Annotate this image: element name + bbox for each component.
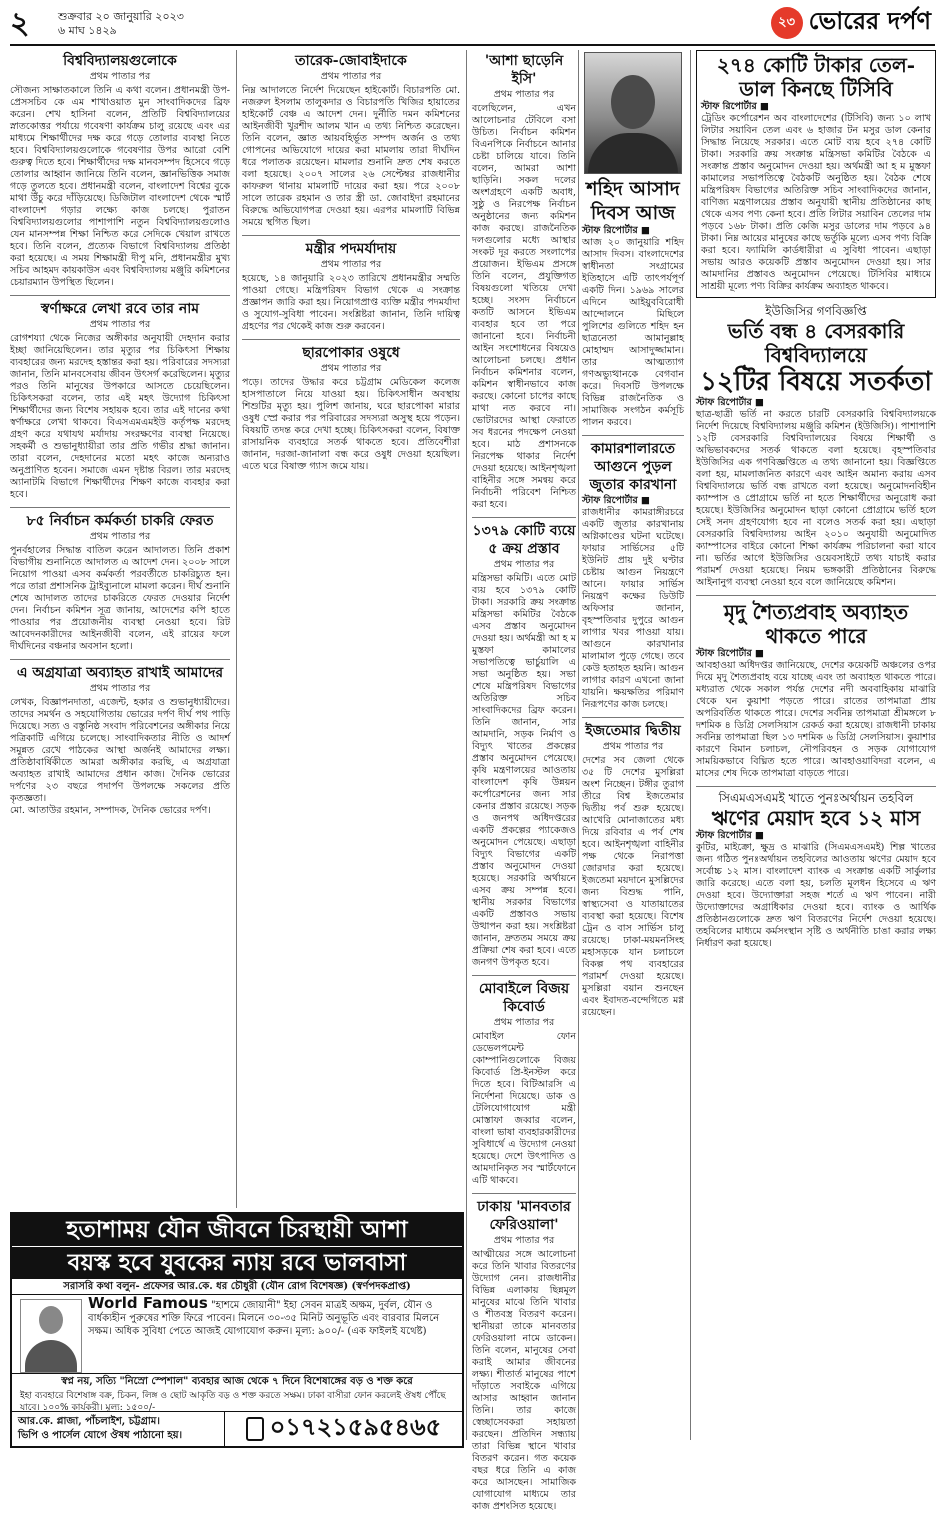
byline: স্টাফ রিপোর্টার ■: [582, 225, 651, 236]
headline: ছারপোকার ওষুধে: [302, 345, 400, 361]
headline: এ অগ্রযাত্রা অব্যাহত রাখাই আমাদের: [16, 665, 224, 681]
divider: [10, 295, 230, 296]
paper-logo: [771, 6, 931, 40]
continuation-note: প্রথম পাতার পর: [493, 89, 555, 100]
story-body: ট্রেডিং কর্পোরেশন অব বাংলাদেশের (টিসিবি) জন্য ১০ লাখ লিটার সয়াবিন তেল এবং ৬ হাজার টন মসুর ডাল কেনার সিদ্ধান্ত নিয়েছে সরকার। এতে মোট ব্যয় হবে ২৭৪ কোটি টাকা। সরকারি ক্রয় সংক্রান্ত মন্ত্রিসভা কমিটির বৈঠকে এ সংক্রান্ত প্রস্তাব অনুমোদন দেওয়া হয়। অর্থমন্ত্রী আ হ ম মুস্তফা কামালের সভাপতিত্বে বৈঠকটি অনুষ্ঠিত হয়। বৈঠক শেষে মন্ত্রিপরিষদ বিভাগের অতিরিক্ত সচিব সাংবাদিকদের জানান, বাণিজ্য মন্ত্রণালয়ের প্রস্তাব অনুযায়ী স্থানীয় প্রতিষ্ঠানের কাছ থেকে এসব পণ্য কেনা হবে। প্রতি লিটার সয়াবিন তেলের দাম পড়বে ১৬৮ টাকা। প্রতি কেজি মসুর ডালের দাম পড়বে ৯৪ টাকা। নিম্ন আয়ের মানুষের কাছে ভর্তুকি মূল্যে এসব পণ্য বিক্রি করা হবে। ফ্যামিলি কার্ডধারীরা এ সুবিধা পাবেন। এছাড়া সভায় আরও কয়েকটি প্রস্তাব অনুমোদন দেওয়া হয়। সার আমদানির প্রস্তাবও অনুমোদন পেয়েছে। টিসিবির মাধ্যমে সাশ্রয়ী মূল্যে পণ্য বিক্রির কার্যক্রম অব্যাহত থাকবে।: [701, 113, 931, 292]
date-bengali: ৬ মাঘ ১৪২৯: [58, 24, 117, 37]
story-body: হয়েছে, ১৪ জানুয়ারি ২০২৩ তারিখে প্রধানমন্ত্রীর সম্মতি পাওয়া গেছে। মন্ত্রিপরিষদ বিভাগ থেকে এ সংক্রান্ত প্রজ্ঞাপন জারি করা হয়। নিয়োগপ্রাপ্ত ব্যক্তি মন্ত্রীর পদমর্যাদা ও সুযোগ-সুবিধা পাবেন। সংশ্লিষ্টরা জানান, তিনি দায়িত্ব গ্রহণের পর থেকেই কাজ শুরু করবেন।: [242, 273, 460, 332]
headline: ঋণের মেয়াদ হবে ১২ মাস: [711, 806, 921, 830]
ad-contact-strip: সরাসরি কথা বলুন- প্রফেসর আর.কে. ধর চৌধুরী (যৌন রোগ বিশেষজ্ঞ) (স্বর্ণপদকপ্রাপ্ত): [12, 1279, 462, 1295]
anniversary-badge: ২৩: [771, 7, 803, 39]
story-cmsme-loan: [696, 791, 936, 950]
story-bedbug-poison: [242, 344, 460, 473]
ad-footer: [12, 1411, 462, 1446]
story-tcb-oil-dal: [696, 50, 936, 298]
headline: ১৩৭৯ কোটি ব্যয়ে ৫ ক্রয় প্রস্তাব: [472, 523, 576, 557]
ad-delivery-line: ভিপি ও পার্সেল যোগে ঔষধ পাঠানো হয়।: [18, 1430, 183, 1441]
byline: স্টাফ রিপোর্টার ■: [701, 101, 770, 112]
headline: ৮৫ নির্বাচন কর্মকর্তা চাকরি ফেরত: [26, 513, 214, 529]
paper-name: ভোরের দর্পণ: [808, 6, 931, 35]
story-body: রোগশয্যা থেকে নিজের অঙ্গীকার অনুযায়ী দেহদান করার ইচ্ছা জানিয়েছিলেন। তার মৃত্যুর পর চিকিৎসা শিক্ষায় ব্যবহারের জন্য মরদেহ হস্তান্তর করা হয়। পরিবারের সদস্যরা জানান, তিনি মানবসেবায় জীবন উৎসর্গ করেছিলেন। মৃত্যুর পরও তিনি মানুষের উপকারে আসতে চেয়েছিলেন। চিকিৎসকরা বলেন, তার এই মহৎ উদ্যোগ চিকিৎসা শিক্ষার্থীদের জন্য বিশেষ সহায়ক হবে। তার এই দানের কথা স্বর্ণাক্ষরে লেখা থাকবে। বিএসএমএমইউ কর্তৃপক্ষ মরদেহ গ্রহণ করে যথাযথ মর্যাদায় সংরক্ষণের ব্যবস্থা নিয়েছে। সহকর্মী ও শুভানুধ্যায়ীরা তার প্রতি গভীর শ্রদ্ধা জানান। তারা বলেন, দেহদানের মতো মহৎ কাজে অন্যরাও অনুপ্রাণিত হবেন। সমাজে এমন দৃষ্টান্ত বিরল। তার মরদেহ অ্যানাটমি বিভাগে শিক্ষার্থীদের শিক্ষণ কাজে ব্যবহার করা হবে।: [10, 333, 230, 500]
column-3: [472, 50, 576, 1512]
continuation-note: প্রথম পাতার পর: [89, 531, 151, 542]
story-tarique: [242, 52, 460, 229]
divider: [472, 975, 576, 976]
story-election-officials: [10, 512, 230, 653]
divider: [472, 1193, 576, 1194]
kicker: সিএমএসএমই খাতে পুনঃঅর্থায়ন তহবিল: [718, 791, 914, 805]
story-body: কুটির, মাইক্রো, ক্ষুদ্র ও মাঝারি (সিএমএসএমই) শিল্প খাতের জন্য গঠিত পুনঃঅর্থায়ন তহবিলের আওতায় ঋণের মেয়াদ হবে সর্বোচ্চ ১২ মাস। বাংলাদেশ ব্যাংক এ সংক্রান্ত একটি সার্কুলার জারি করেছে। এতে বলা হয়, চলতি মূলধন হিসেবে এ ঋণ দেওয়া হবে। উদ্যোক্তারা সহজ শর্তে এ ঋণ পাবেন। নারী উদ্যোক্তাদের অগ্রাধিকার দেওয়া হবে। ব্যাংক ও আর্থিক প্রতিষ্ঠানগুলোকে দ্রুত ঋণ বিতরণের নির্দেশ দেওয়া হয়েছে। তহবিলের মাধ্যমে কর্মসংস্থান সৃষ্টি ও অর্থনীতি চাঙা করার লক্ষ্য নির্ধারণ করা হয়েছে।: [696, 842, 936, 949]
continuation-note: প্রথম পাতার পর: [493, 1017, 555, 1028]
headline: ইজতেমার দ্বিতীয়: [585, 723, 681, 739]
story-body: পড়ে। তাদের উদ্ধার করে চট্টগ্রাম মেডিকেল কলেজ হাসপাতালে নিয়ে যাওয়া হয়। চিকিৎসাধীন অবস্থায় শিশুটির মৃত্যু হয়। পুলিশ জানায়, ঘরে ছারপোকা মারার ওষুধ স্প্রে করার পর পরিবারের সদস্যরা অসুস্থ হয়ে পড়েন। বিষয়টি তদন্ত করে দেখা হচ্ছে। চিকিৎসকরা বলেন, বিষাক্ত রাসায়নিক ব্যবহারে সতর্ক থাকতে হবে। প্রতিবেশীরা জানান, দরজা-জানালা বন্ধ করে ওষুধ দেওয়া হয়েছিল। এতে ঘরে বিষাক্ত গ্যাস জমে যায়।: [242, 377, 460, 472]
divider: [242, 339, 460, 340]
story-body: মোবাইল ফোন ডেভেলপমেন্ট কোম্পানিগুলোকে বিজয় কিবোর্ড প্রি-ইনস্টল করে দিতে হবে। বিটিআরসি এ নির্দেশনা দিয়েছে। ডাক ও টেলিযোগাযোগ মন্ত্রী মোস্তাফা জব্বার বলেন, বাংলা ভাষা ব্যবহারকারীদের সুবিধার্থে এ উদ্যোগ নেওয়া হয়েছে। দেশে উৎপাদিত ও আমদানিকৃত সব স্মার্টফোনে এটি থাকবে।: [472, 1031, 576, 1186]
ad-phone[interactable]: [225, 1412, 462, 1446]
continuation-note: প্রথম পাতার পর: [493, 1235, 555, 1246]
ad-address-line: আর.কে. প্লাজা, পাঁচলাইশ, চট্টগ্রাম।: [18, 1416, 160, 1427]
story-purchase-proposals: [472, 522, 576, 969]
divider: [582, 717, 684, 718]
story-body: মন্ত্রিসভা কমিটি। এতে মোট ব্যয় হবে ১৩৭৯ কোটি টাকা। সরকারি ক্রয় সংক্রান্ত মন্ত্রিসভা কমিটির বৈঠকে এসব প্রস্তাব অনুমোদন দেওয়া হয়। অর্থমন্ত্রী আ হ ম মুস্তফা কামালের সভাপতিত্বে ভার্চুয়ালি এ সভা অনুষ্ঠিত হয়। সভা শেষে মন্ত্রিপরিষদ বিভাগের অতিরিক্ত সচিব সাংবাদিকদের ব্রিফ করেন। তিনি জানান, সার আমদানি, সড়ক নির্মাণ ও বিদ্যুৎ খাতের প্রকল্পের প্রস্তাব অনুমোদন পেয়েছে। কৃষি মন্ত্রণালয়ের আওতায় বাংলাদেশ কৃষি উন্নয়ন কর্পোরেশনের জন্য সার কেনার প্রস্তাব রয়েছে। সড়ক ও জনপথ অধিদপ্তরের একটি প্রকল্পের প্যাকেজও অনুমোদন পেয়েছে। এছাড়া বিদ্যুৎ বিভাগের একটি প্রস্তাব অনুমোদন দেওয়া হয়েছে। সরকারি অর্থায়নে এসব ক্রয় সম্পন্ন হবে। স্থানীয় সরকার বিভাগের একটি প্রস্তাবও সভায় উত্থাপন করা হয়। সংশ্লিষ্টরা জানান, দ্রুততম সময়ে ক্রয় প্রক্রিয়া শেষ করা হবে। এতে জনগণ উপকৃত হবে।: [472, 573, 576, 968]
editor-signature: মো. আতাউর রহমান, সম্পাদক, দৈনিক ভোরের দর্পণ।: [10, 805, 211, 816]
story-body: রাজধানীর কামরাঙ্গীরচরে একটি জুতার কারখানায় অগ্নিকাণ্ডের ঘটনা ঘটেছে। ফায়ার সার্ভিসের ৫টি ইউনিট প্রায় দুই ঘণ্টার চেষ্টায় আগুন নিয়ন্ত্রণে আনে। ফায়ার সার্ভিস নিয়ন্ত্রণ কক্ষের ডিউটি অফিসার জানান, বৃহস্পতিবার দুপুরে আগুন লাগার খবর পাওয়া যায়। আগুনে কারখানার মালামাল পুড়ে গেছে। তবে কেউ হতাহত হয়নি। আগুন লাগার কারণ এখনো জানা যায়নি। ক্ষয়ক্ষতির পরিমাণ নিরূপণের কাজ চলছে।: [582, 507, 684, 710]
headline: 'আশা ছাড়েনি ইসি': [484, 53, 564, 87]
byline: স্টাফ রিপোর্টার ■: [582, 495, 651, 506]
headline-2: ১২টির বিষয়ে সতর্কতা: [700, 367, 932, 397]
column-rule: [578, 50, 579, 1440]
story-body: সৌজন্য সাক্ষাতকালে তিনি এ কথা বলেন। প্রধানমন্ত্রী উপ-প্রেসসচিব কে এম শাখাওয়াত মুন সাংবাদিকদের ব্রিফ করেন। শেখ হাসিনা বলেন, প্রতিটি বিশ্ববিদ্যালয়ের স্নাতকোত্তর পর্যায়ে গবেষণা কার্যক্রম চালু রয়েছে এবং এর মাধ্যমে শিক্ষার্থীদের দক্ষ করে গড়ে তোলার ব্যবস্থা নিতে হবে। বিশ্ববিদ্যালয়গুলোকে গবেষণার উপর আরো বেশি গুরুত্ব দিতে হবে। শিক্ষার্থীদের দক্ষ মানবসম্পদ হিসেবে গড়ে তোলার আহ্বান জানিয়ে তিনি বলেন, জ্ঞানভিত্তিক সমাজ গড়ে তুলতে হবে। প্রধানমন্ত্রী বলেন, বাংলাদেশ বিশ্বের বুকে মাথা উঁচু করে দাঁড়িয়েছে। ডিজিটাল বাংলাদেশ থেকে স্মার্ট বাংলাদেশ গড়ার লক্ষ্যে কাজ চলছে। পুরাতন বিশ্ববিদ্যালয়গুলোর পাশাপাশি নতুন বিশ্ববিদ্যালয়গুলোও যেন মানসম্পন্ন শিক্ষা নিশ্চিত করে সেদিকে খেয়াল রাখতে হবে। তিনি বলেন, প্রত্যেক বিভাগে বিশ্ববিদ্যালয় প্রতিষ্ঠা করা হয়েছে। এ সময় শিক্ষামন্ত্রী দীপু মনি, প্রধানমন্ত্রীর মুখ্য সচিব আহমদ কায়কাউস এবং বিশ্ববিদ্যালয় মঞ্জুরি কমিশনের চেয়ারম্যান উপস্থিত ছিলেন।: [10, 85, 230, 288]
ad-headline-2: বয়স্ক হবে যুবকের ন্যায় রবে ভালবাসা: [12, 1246, 462, 1279]
story-universities: [10, 52, 230, 289]
phone-icon: [246, 1417, 264, 1441]
story-bijoy-keyboard: [472, 980, 576, 1187]
story-body: বলেছিলেন, এখন আলোচনার টেবিলে বসা উচিত। নির্বাচন কমিশন বিএনপিকে নির্বাচনে আনার চেষ্টা চালিয়ে যাবে। তিনি বলেন, আমরা আশা ছাড়িনি। সকল দলের অংশগ্রহণে একটি অবাধ, সুষ্ঠু ও নিরপেক্ষ নির্বাচন অনুষ্ঠানের জন্য কমিশন কাজ করছে। রাজনৈতিক দলগুলোর মধ্যে আস্থার সংকট দূর করতে সংলাপের প্রয়োজন। ইভিএম প্রসঙ্গে তিনি বলেন, প্রযুক্তিগত বিষয়গুলো খতিয়ে দেখা হচ্ছে। সংসদ নির্বাচনে কতটি আসনে ইভিএম ব্যবহার হবে তা পরে জানানো হবে। নির্বাচনী আইন সংশোধনের বিষয়েও আলোচনা চলছে। প্রধান নির্বাচন কমিশনার বলেন, কমিশন স্বাধীনভাবে কাজ করছে। কোনো চাপের কাছে মাথা নত করবে না। ভোটারদের আস্থা ফেরাতে সব ধরনের পদক্ষেপ নেওয়া হবে। মাঠ প্রশাসনকে নিরপেক্ষ থাকার নির্দেশ দেওয়া হয়েছে। আইনশৃঙ্খলা বাহিনীর সঙ্গে সমন্বয় করে নির্বাচনী পরিবেশ নিশ্চিত করা হবে।: [472, 103, 576, 510]
headline: বিশ্ববিদ্যালয়গুলোকে: [63, 53, 177, 69]
divider: [582, 435, 684, 436]
story-body: আজ ২০ জানুয়ারি শহিদ আসাদ দিবস। বাংলাদেশের স্বাধীনতা সংগ্রামের ইতিহাসে এটি তাৎপর্যপূর্ণ একটি দিন। ১৯৬৯ সালের এদিনে আইয়ুববিরোধী আন্দোলনে মিছিলে পুলিশের গুলিতে শহিদ হন ছাত্রনেতা আমানুল্লাহ মোহাম্মদ আসাদুজ্জামান। তার আত্মত্যাগ গণঅভ্যুত্থানকে বেগবান করে। দিবসটি উপলক্ষে বিভিন্ন রাজনৈতিক ও সামাজিক সংগঠন কর্মসূচি পালন করবে।: [582, 237, 684, 428]
column-6: [696, 50, 936, 1440]
page-number: ২: [10, 6, 30, 41]
ad-address: [12, 1412, 225, 1446]
continuation-note: প্রথম পাতার পর: [602, 741, 664, 752]
story-body: দেশের সব জেলা থেকে ৩৫ টি দেশের মুসল্লিরা অংশ নিচ্ছেন। টঙ্গীর তুরাগ তীরে বিশ্ব ইজতেমার দ্বিতীয় পর্ব শুরু হয়েছে। আখেরি মোনাজাতের মধ্য দিয়ে রবিবার এ পর্ব শেষ হবে। আইনশৃঙ্খলা বাহিনীর পক্ষ থেকে নিরাপত্তা জোরদার করা হয়েছে। ইজতেমা ময়দানে মুসল্লিদের জন্য বিশুদ্ধ পানি, স্বাস্থ্যসেবা ও যাতায়াতের ব্যবস্থা করা হয়েছে। বিশেষ ট্রেন ও বাস সার্ভিস চালু রয়েছে। ঢাকা-ময়মনসিংহ মহাসড়কে যান চলাচলে বিকল্প পথ ব্যবহারের পরামর্শ দেওয়া হয়েছে। মুসল্লিরা বয়ান শুনছেন এবং ইবাদত-বন্দেগিতে মগ্ন রয়েছেন।: [582, 755, 684, 1018]
story-body: লেখক, বিজ্ঞাপনদাতা, এজেন্ট, হকার ও শুভানুধ্যায়ীদের। তাদের সমর্থন ও সহযোগিতায় ভোরের দর্পণ দীর্ঘ পথ পাড়ি দিয়েছে। সত্য ও বস্তুনিষ্ঠ সংবাদ পরিবেশনের অঙ্গীকার নিয়ে পত্রিকাটি এগিয়ে চলেছে। সাংবাদিকতার নীতি ও আদর্শ সমুন্নত রেখে পাঠকের আস্থা অর্জনই আমাদের লক্ষ্য। প্রতিষ্ঠাবার্ষিকীতে আমরা অঙ্গীকার করছি, এ অগ্রযাত্রা অব্যাহত রাখাই আমাদের প্রধান কাজ। দৈনিক ভোরের দর্পণের ২৩ বছরে পদার্পণ উপলক্ষে সকলের প্রতি কৃতজ্ঞতা।: [10, 697, 230, 804]
story-minister-rank: [242, 240, 460, 333]
story-body: ছাত্র-ছাত্রী ভর্তি না করতে চারটি বেসরকারি বিশ্ববিদ্যালয়কে নির্দেশ দিয়েছে বিশ্ববিদ্যালয় মঞ্জুরি কমিশন (ইউজিসি)। পাশাপাশি ১২টি বেসরকারি বিশ্ববিদ্যালয়ের বিষয়ে শিক্ষার্থী ও অভিভাবকদের সতর্ক থাকতে বলা হয়েছে। বৃহস্পতিবার ইউজিসির এক গণবিজ্ঞপ্তিতে এ তথ্য জানানো হয়। বিজ্ঞপ্তিতে বলা হয়, মামলাজনিত কারণে এবং আইন অমান্য করায় এসব বিশ্ববিদ্যালয়ে ভর্তি বন্ধ রাখতে বলা হয়েছে। অনুমোদনবিহীন ক্যাম্পাস ও প্রোগ্রামে ভর্তি না হতে শিক্ষার্থীদের অনুরোধ করা হয়েছে। ইউজিসির অনুমোদন ছাড়া কোনো প্রোগ্রামে ভর্তি হলে সেই সনদ গ্রহণযোগ্য হবে না বলেও সতর্ক করা হয়। এছাড়া বেসরকারি বিশ্ববিদ্যালয় আইন ২০১০ অনুযায়ী অনুমোদিত ক্যাম্পাসের বাইরে কোনো শিক্ষা কার্যক্রম পরিচালনা করা যাবে না। ভর্তির আগে ইউজিসির ওয়েবসাইটে তথ্য যাচাই করার পরামর্শ দেওয়া হয়েছে। নিয়ম ভঙ্গকারী প্রতিষ্ঠানের বিরুদ্ধে আইনানুগ ব্যবস্থা নেওয়া হবে বলে জানিয়েছে কমিশন।: [696, 409, 936, 588]
shaheed-asad-photo: [584, 52, 682, 174]
divider: [10, 659, 230, 660]
headline: স্বর্ণাক্ষরে লেখা রবে তার নাম: [40, 301, 200, 317]
continuation-note: প্রথম পাতার পর: [320, 363, 382, 374]
kicker: ইউজিসির গণবিজ্ঞপ্তি: [765, 304, 867, 318]
story-progress: [10, 664, 230, 817]
ad-body: [12, 1295, 462, 1373]
ad-note: স্বপ্ন নয়, সত্যি "নিস্রো স্পেশাল" ব্যবহার আজ থেকে ৭ দিনে বিশেষাঙ্গের বড় ও শক্ত করে: [12, 1373, 462, 1389]
continuation-note: প্রথম পাতার পর: [320, 71, 382, 82]
story-humanity-hawker: [472, 1198, 576, 1513]
headline: মন্ত্রীর পদমর্যাদায়: [305, 241, 397, 257]
headline: ২৭৪ কোটি টাকার তেল-ডাল কিনছে টিসিবি: [716, 53, 916, 101]
column-2: [242, 50, 460, 1208]
story-body: আবহাওয়া অধিদপ্তর জানিয়েছে, দেশের কয়েকটি অঞ্চলের ওপর দিয়ে মৃদু শৈত্যপ্রবাহ বয়ে যাচ্ছে এবং তা অব্যাহত থাকতে পারে। মধ্যরাত থেকে সকাল পর্যন্ত দেশের নদী অববাহিকায় মাঝারি থেকে ঘন কুয়াশা পড়তে পারে। রাতের তাপমাত্রা প্রায় অপরিবর্তিত থাকতে পারে। দেশের সর্বনিম্ন তাপমাত্রা শ্রীমঙ্গলে ৮ দশমিক ৪ ডিগ্রি সেলসিয়াস রেকর্ড করা হয়েছে। রাজধানী ঢাকায় সর্বনিম্ন তাপমাত্রা ছিল ১৩ দশমিক ৬ ডিগ্রি সেলসিয়াস। কুয়াশার কারণে বিমান চলাচল, নৌপরিবহন ও সড়ক যোগাযোগ সাময়িকভাবে বিঘ্নিত হতে পারে। আবহাওয়াবিদরা বলেন, এ মাসের শেষ দিকে তাপমাত্রা বাড়তে পারে।: [696, 660, 936, 779]
story-shoe-factory-fire: [582, 440, 684, 711]
story-ec-hope: [472, 52, 576, 511]
column-rule: [466, 50, 467, 1440]
continuation-note: প্রথম পাতার পর: [89, 319, 151, 330]
divider: [242, 235, 460, 236]
continuation-note: প্রথম পাতার পর: [493, 559, 555, 570]
masthead: [10, 6, 935, 46]
date-gregorian: শুক্রবার ২০ জানুয়ারি ২০২৩: [58, 10, 184, 23]
column-4: [582, 50, 684, 1440]
story-ijtema: [582, 722, 684, 1019]
ad-headline-1: হতাশাময় যৌন জীবনে চিরস্থায়ী আশা: [12, 1214, 462, 1246]
column-rule: [236, 50, 237, 1208]
ad-world-famous: World Famous: [88, 1294, 208, 1312]
headline: মোবাইলে বিজয় কিবোর্ড: [478, 981, 570, 1015]
continuation-note: প্রথম পাতার পর: [320, 259, 382, 270]
dateline: [58, 10, 184, 38]
headline: দিবস আজ: [590, 202, 676, 224]
story-cold-wave: [696, 600, 936, 780]
photo-caption: শহিদ আসাদ: [586, 178, 680, 200]
continuation-note: প্রথম পাতার পর: [89, 71, 151, 82]
ad-description: "হাশমে জোয়ানী" ইহা সেবন মাত্রই অক্ষম, দুর্বল, যৌন ও বার্ধক্যহীন পুরুষের শক্তি ফিরে পাবেন। মিলনে ৩০-৩৫ মিনিট অনুভূতি এবং বারবার মিলনে সক্ষম। অধিক সুবিধা পেতে আজই যোগাযোগ করুন। মূল্য: ৯০০/- (এক ফাইলই যথেষ্ট): [88, 1300, 440, 1337]
byline: স্টাফ রিপোর্টার ■: [696, 830, 765, 841]
ad-text: [88, 1294, 452, 1338]
story-golden-letters: [10, 300, 230, 501]
byline: স্টাফ রিপোর্টার ■: [696, 397, 765, 408]
column-1: [10, 50, 230, 1208]
headline: কামারশালারতে আগুনে পুড়ল জুতার কারখানা: [589, 441, 677, 493]
story-body: নিম্ন আদালতে নির্দেশ দিয়েছেন হাইকোর্ট। বিচারপতি মো. নজরুল ইসলাম তালুকদার ও বিচারপতি খিজির হায়াতের হাইকোর্ট বেঞ্চ এ আদেশ দেন। দুর্নীতি দমন কমিশনের আইনজীবী খুরশীদ আলম খান এ তথ্য নিশ্চিত করেছেন। তিনি বলেন, জ্ঞাত আয়বহির্ভূত সম্পদ অর্জন ও তথ্য গোপনের অভিযোগে দায়ের করা মামলায় তারা দীর্ঘদিন ধরে পলাতক রয়েছেন। মামলার শুনানি দ্রুত শেষ করতে বলা হয়েছে। ২০০৭ সালের ২৬ সেপ্টেম্বর রাজধানীর কাফরুল থানায় মামলাটি দায়ের করা হয়। পরে ২০০৮ সালে তারেক রহমান ও তার স্ত্রী ডা. জোবাইদা রহমানের বিরুদ্ধে অভিযোগপত্র দেওয়া হয়। এরপর মামলাটি বিভিন্ন সময়ে স্থগিত ছিল।: [242, 85, 460, 228]
story-body: পুনর্বহালের সিদ্ধান্ত বাতিল করেন আদালত। তিনি প্রকাশ বিভাগীয় শুনানিতে আদালত এ আদেশ দেন। ২০০৮ সালে নিয়োগ পাওয়া এসব কর্মকর্তা পরবর্তীতে চাকরিচ্যুত হন। পরে তারা প্রশাসনিক ট্রাইব্যুনালে মামলা করেন। দীর্ঘ শুনানি শেষে আদালত তাদের চাকরিতে ফেরত দেওয়ার নির্দেশ দেন। নির্বাচন কমিশন সূত্র জানায়, আদেশের কপি হাতে পাওয়ার পর প্রয়োজনীয় ব্যবস্থা নেওয়া হবে। রিট আবেদনকারীদের আইনজীবী বলেন, এই রায়ের ফলে দীর্ঘদিনের বঞ্চনার অবসান হলো।: [10, 545, 230, 652]
divider: [10, 507, 230, 508]
headline: মৃদু শৈত্যপ্রবাহ অব্যাহত থাকতে পারে: [723, 600, 909, 648]
story-body: আত্মীয়ের সঙ্গে আলোচনা করে তিনি খাবার বিতরণের উদ্যোগ নেন। রাজধানীর বিভিন্ন এলাকায় ছিন্নমূল মানুষের মাঝে তিনি খাবার ও শীতবস্ত্র বিতরণ করেন। স্থানীয়রা তাকে মানবতার ফেরিওয়ালা নামে ডাকেন। তিনি বলেন, মানুষের সেবা করাই আমার জীবনের লক্ষ্য। শীতার্ত মানুষের পাশে দাঁড়াতে সবাইকে এগিয়ে আসার আহ্বান জানান তিনি। তার কাজে স্বেচ্ছাসেবকরা সহায়তা করছেন। প্রতিদিন সন্ধ্যায় তারা বিভিন্ন স্থানে খাবার বিতরণ করেন। গত কয়েক বছর ধরে তিনি এ কাজ করে আসছেন। সামাজিক যোগাযোগ মাধ্যমে তার কাজ প্রশংসিত হয়েছে।: [472, 1249, 576, 1512]
divider: [696, 786, 936, 787]
advertisement: [10, 1212, 464, 1448]
continuation-note: প্রথম পাতার পর: [89, 683, 151, 694]
divider: [472, 517, 576, 518]
column-rule: [690, 50, 691, 1440]
headline: তারেক-জোবাইদাকে: [295, 53, 407, 69]
divider: [696, 595, 936, 596]
headline: ঢাকায় 'মানবতার ফেরিওয়ালা': [477, 1199, 571, 1233]
ad-phone-number[interactable]: ০১৭২১৫৯৫৪৬৫: [269, 1413, 442, 1441]
ad-note-2: ইহা ব্যবহারে বিশেষাঙ্গ বক্র, চিকন, লিঙ্গ ও ছোট আকৃতি বড় ও শক্ত করতে সক্ষম। ঢাকা বাসীরা ফোন করলেই ঔষধ পৌঁছে যাবে। ১০০% কার্যকরী। মূল্য: ১৫০০/-: [20, 1391, 446, 1413]
story-asad-day: [582, 202, 684, 429]
story-ugc-warning: [696, 304, 936, 589]
doctor-photo: [20, 1299, 82, 1373]
headline: ভর্তি বন্ধ ৪ বেসরকারি বিশ্ববিদ্যালয়ে: [727, 319, 905, 367]
byline: স্টাফ রিপোর্টার ■: [696, 648, 765, 659]
